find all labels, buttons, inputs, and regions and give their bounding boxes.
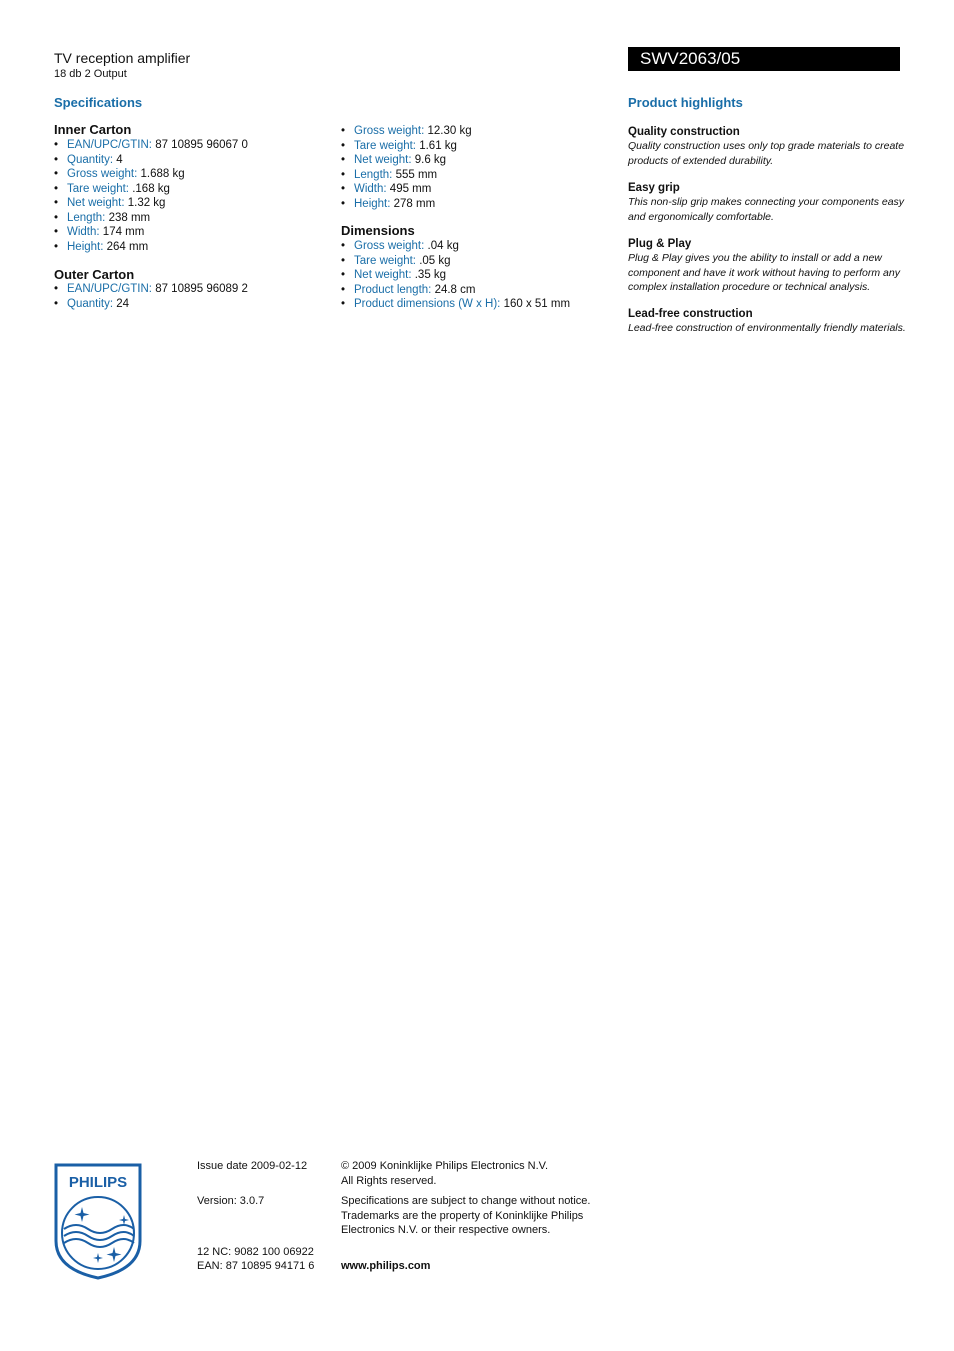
spec-item xyxy=(341,268,570,283)
spec-item xyxy=(54,153,248,168)
spec-label: Tare weight: xyxy=(67,182,130,195)
highlight-lead-free xyxy=(628,307,908,336)
spec-item xyxy=(54,225,248,240)
model-number-bar: SWV2063/05 xyxy=(628,47,900,71)
spec-value: .168 kg xyxy=(132,182,170,195)
spec-value: 1.688 kg xyxy=(140,168,185,180)
spec-item xyxy=(341,139,472,154)
dimensions-list xyxy=(341,239,570,312)
spec-label: EAN/UPC/GTIN: xyxy=(67,283,152,295)
spec-label: Height: xyxy=(67,240,104,253)
nc-number: 12 NC: 9082 100 06922 xyxy=(197,1246,314,1258)
spec-value: 4 xyxy=(116,153,123,166)
outer-carton-title: Outer Carton xyxy=(54,267,135,282)
spec-value: 555 mm xyxy=(395,168,438,181)
spec-value: 495 mm xyxy=(389,183,432,195)
spec-label: EAN/UPC/GTIN: xyxy=(67,139,152,151)
spec-label: Length: xyxy=(354,168,393,181)
spec-label: Net weight: xyxy=(354,269,412,281)
specifications-heading: Specifications xyxy=(54,95,143,110)
copyright-line-1: © 2009 Koninklijke Philips Electronics N.V. xyxy=(341,1160,549,1172)
spec-item xyxy=(54,182,248,197)
spec-item xyxy=(341,182,472,197)
spec-value: 1.61 kg xyxy=(419,139,457,152)
spec-value: 238 mm xyxy=(108,211,151,224)
notice-line-1: Specifications are subject to change without notice. xyxy=(341,1195,591,1207)
spec-value: 264 mm xyxy=(106,240,149,253)
philips-logo-text: PHILIPS xyxy=(68,1174,128,1191)
spec-label: Tare weight: xyxy=(354,254,417,267)
product-subtitle: 18 db 2 Output xyxy=(54,68,127,80)
spec-item xyxy=(54,282,248,297)
highlight-text: Quality construction uses only top grade materials to create products of extended durability. xyxy=(628,140,905,167)
spec-value: .05 kg xyxy=(419,254,451,267)
spec-item xyxy=(54,240,248,255)
highlight-title: Easy grip xyxy=(628,182,680,194)
spec-value: 278 mm xyxy=(393,197,436,210)
spec-label: Length: xyxy=(67,211,106,224)
outer-carton-list xyxy=(54,282,248,311)
spec-value: 87 10895 96067 0 xyxy=(155,139,248,151)
highlight-title: Lead-free construction xyxy=(628,308,753,320)
spec-value: 160 x 51 mm xyxy=(503,298,571,310)
spec-value: 12.30 kg xyxy=(427,125,472,137)
notice-line-3: Electronics N.V. or their respective owners. xyxy=(341,1224,551,1236)
dimensions-title: Dimensions xyxy=(341,223,415,238)
spec-label: Gross weight: xyxy=(354,240,425,252)
spec-item xyxy=(341,239,570,254)
highlight-title: Plug & Play xyxy=(628,238,692,250)
spec-label: Product length: xyxy=(354,283,432,296)
highlight-text: This non-slip grip makes connecting your components easy and ergonomically comfortable. xyxy=(628,196,905,223)
spec-item xyxy=(54,297,248,312)
spec-value: .35 kg xyxy=(414,269,447,281)
spec-label: Tare weight: xyxy=(354,139,417,152)
philips-logo xyxy=(54,1163,142,1283)
website-link[interactable]: www.philips.com xyxy=(341,1260,431,1272)
inner-carton-title: Inner Carton xyxy=(54,122,132,137)
spec-value: 174 mm xyxy=(102,226,145,238)
highlight-text: Lead-free construction of environmentally friendly materials. xyxy=(628,322,906,334)
spec-item xyxy=(341,197,472,212)
spec-item xyxy=(54,167,248,182)
spec-value: 24.8 cm xyxy=(434,283,476,296)
highlight-easy-grip xyxy=(628,181,908,224)
spec-item xyxy=(341,153,472,168)
ean-number: EAN: 87 10895 94171 6 xyxy=(197,1260,315,1272)
highlights-heading: Product highlights xyxy=(628,95,743,110)
spec-item xyxy=(341,168,472,183)
spec-label: Net weight: xyxy=(67,197,125,209)
spec-item xyxy=(54,138,248,153)
spec-value: 24 xyxy=(116,297,130,310)
spec-label: Width: xyxy=(354,183,387,195)
copyright-line-2: All Rights reserved. xyxy=(341,1175,437,1187)
spec-value: .04 kg xyxy=(427,240,459,252)
spec-label: Net weight: xyxy=(354,154,412,166)
philips-shield-icon xyxy=(54,1163,142,1280)
spec-item xyxy=(54,196,248,211)
spec-value: 87 10895 96089 2 xyxy=(155,283,248,295)
product-title: TV reception amplifier xyxy=(54,50,191,66)
spec-item xyxy=(341,283,570,298)
highlight-title: Quality construction xyxy=(628,126,740,138)
spec-value: 9.6 kg xyxy=(414,154,447,166)
spec-label: Gross weight: xyxy=(67,168,138,180)
spec-item xyxy=(341,254,570,269)
spec-item xyxy=(341,124,472,139)
spec-item xyxy=(341,297,570,312)
issue-date: Issue date 2009-02-12 xyxy=(197,1160,308,1172)
spec-label: Quantity: xyxy=(67,297,114,310)
outer-carton-cont-list xyxy=(341,124,472,211)
spec-label: Width: xyxy=(67,226,100,238)
highlight-quality-construction xyxy=(628,125,908,168)
notice-line-2: Trademarks are the property of Koninklijke Philips xyxy=(341,1210,584,1222)
spec-value: 1.32 kg xyxy=(127,197,166,209)
highlight-text: Plug & Play gives you the ability to install or add a new component and have it work without having to perform any complex installation procedure or technical analysis. xyxy=(628,252,900,293)
spec-item xyxy=(54,211,248,226)
spec-label: Product dimensions (W x H): xyxy=(354,298,501,310)
highlight-plug-and-play xyxy=(628,237,908,295)
version: Version: 3.0.7 xyxy=(197,1195,265,1207)
spec-label: Height: xyxy=(354,197,391,210)
spec-label: Quantity: xyxy=(67,153,114,166)
spec-label: Gross weight: xyxy=(354,125,425,137)
inner-carton-list xyxy=(54,138,248,254)
